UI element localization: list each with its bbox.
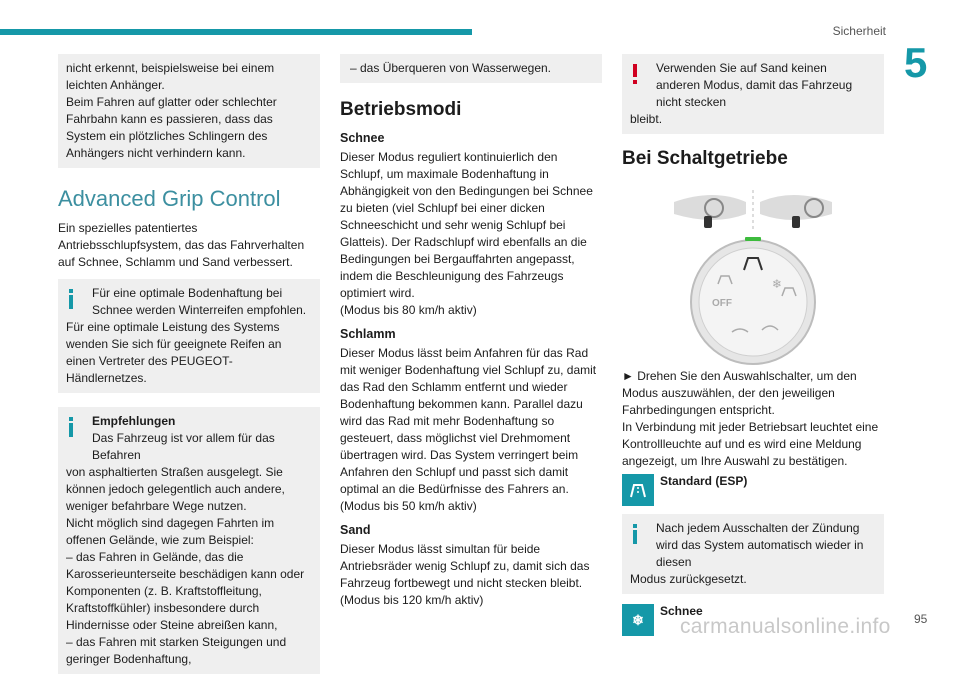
warning-sand-first: Verwenden Sie auf Sand keinen anderen Modus, damit das Fahrzeug nicht stecken [656, 61, 853, 109]
info-icon [66, 289, 76, 309]
mode-snow-title: Schnee [340, 131, 385, 145]
trailer-note-box [58, 54, 320, 168]
recommendations-p1: von asphaltierten Straßen ausgelegt. Sie können jedoch gelegentlich auch andere, weniger befahrbare Wege nutzen. [66, 465, 285, 513]
info-icon [66, 417, 76, 437]
mode-standard-row [622, 474, 884, 506]
advanced-grip-intro: Ein spezielles patentiertes Antriebsschlupfsystem, das das Fahrverhalten auf Schnee, Schlamm und Sand verbessert. [58, 221, 305, 269]
section-title: Sicherheit [832, 24, 886, 38]
selector-dial [691, 237, 815, 364]
info-reset-first: Nach jedem Ausschalten der Zündung wird das System automatisch wieder in diesen [656, 521, 864, 569]
dial-illustration [622, 180, 884, 368]
water-note-box: – das Überqueren von Wasserwegen. [340, 54, 602, 83]
mode-snow-speed: (Modus bis 80 km/h aktiv) [340, 303, 477, 317]
info-box-reset [622, 514, 884, 594]
watermark: carmanualsonline.info [680, 615, 891, 638]
instruction-turn-dial: ► Drehen Sie den Auswahlschalter, um den Modus auszuwählen, der den jeweiligen Fahrbedingungen entspricht. [622, 369, 857, 417]
operating-modes-heading: Betriebsmodi [340, 99, 462, 120]
mode-sand-text: Dieser Modus lässt simultan für beide Antriebsräder wenig Schlupf zu, damit sich das Fahrzeug fortbewegt und nicht stecken bleibt. [340, 542, 590, 590]
manual-gearbox-heading: Bei Schaltgetriebe [622, 148, 788, 169]
mode-mud-speed: (Modus bis 50 km/h aktiv) [340, 499, 477, 513]
warning-icon [630, 64, 640, 84]
info-tyres-first: Für eine optimale Bodenhaftung bei Schnee werden Winterreifen empfohlen. [92, 286, 307, 317]
warning-sand-rest: bleibt. [630, 112, 663, 126]
left-steering-wheel-icon [674, 195, 746, 228]
advanced-grip-heading: Advanced Grip Control [58, 186, 281, 211]
recommendations-p2: Nicht möglich sind dagegen Fahrten im offenen Gelände, wie zum Beispiel: [66, 516, 275, 547]
right-steering-wheel-icon [760, 195, 832, 228]
svg-text:❄: ❄ [772, 277, 783, 291]
info-reset-rest: Modus zurückgesetzt. [630, 572, 747, 586]
mode-sand-title: Sand [340, 523, 371, 537]
info-icon [630, 524, 640, 544]
trailer-note-p1: nicht erkennt, beispielsweise bei einem leichten Anhänger. [66, 61, 275, 92]
info-box-tyres [58, 279, 320, 393]
recommendations-first: Das Fahrzeug ist vor allem für das Befahren [92, 431, 275, 462]
info-tyres-rest: Für eine optimale Leistung des Systems wenden Sie sich für geeignete Reifen an einen Vertreter des PEUGEOT-Händlernetzes. [66, 320, 282, 385]
trailer-note-p2: Beim Fahren auf glatter oder schlechter Fahrbahn kann es passieren, dass das System ein plötzliches Schlingern des Anhängers nicht verhindern kann. [66, 95, 277, 160]
mode-snow-label: Schnee [660, 604, 703, 618]
recommendations-title: Empfehlungen [92, 414, 176, 428]
warning-box-sand [622, 54, 884, 134]
column-2 [340, 54, 602, 613]
column-1 [58, 54, 320, 684]
page-number: 95 [914, 612, 928, 626]
mode-mud-text: Dieser Modus lässt beim Anfahren für das Rad mit weniger Bodenhaftung viel Schlupf zu, damit das Rad den Schlamm entfernt und wieder Bodenhaftung bekommen kann. Parallel dazu wird das Rad mit mehr Bodenhaftung so gesteuert, dass möglichst viel Drehmoment übertragen wird. Das System verringert beim Anfahren den Schlupf und passt sich damit optimal an die Bedürfnisse des Fahrers an. [340, 346, 597, 496]
mode-mud-title: Schlamm [340, 327, 396, 341]
mode-snow-text: Dieser Modus reguliert kontinuierlich den Schlupf, um maximale Bodenhaftung in Abhängigkeit von den Bedingungen bei Schnee zu bieten (viel Schlupf bei einer dicken Schneeschicht und sehr wenig Schlupf bei Glatteis). Der Radschlupf wird ebenfalls an die Bedingungen bei Bergauffahrten angepasst, indem die Beschleunigung des Fahrzeugs optimiert wird. [340, 150, 593, 300]
recommendations-p4: – das Fahren mit starken Steigungen und geringer Bodenhaftung, [66, 635, 287, 666]
header-bar [0, 29, 472, 35]
dial-off-label: OFF [712, 298, 732, 309]
mode-standard-label: Standard (ESP) [660, 474, 748, 488]
recommendations-p3: – das Fahren in Gelände, das die Karosserieunterseite beschädigen kann oder Komponenten (z. B. Kraftstoffleitung, Kraftstoffkühler) insbesondere durch Hindernisse oder Steine abreißen kann, [66, 550, 305, 632]
mode-dial-svg [622, 180, 884, 368]
instruction-indicator: In Verbindung mit jeder Betriebsart leuchtet eine Kontrollleuchte auf und es wird eine Meldung angezeigt, um Ihre Auswahl zu bestätigen. [622, 420, 879, 468]
mode-sand-speed: (Modus bis 120 km/h aktiv) [340, 593, 484, 607]
standard-esp-icon [622, 474, 654, 506]
info-box-recommendations [58, 407, 320, 674]
column-3 [622, 54, 884, 636]
snow-mode-icon: ❄ [622, 604, 654, 636]
chapter-number: 5 [904, 39, 928, 86]
